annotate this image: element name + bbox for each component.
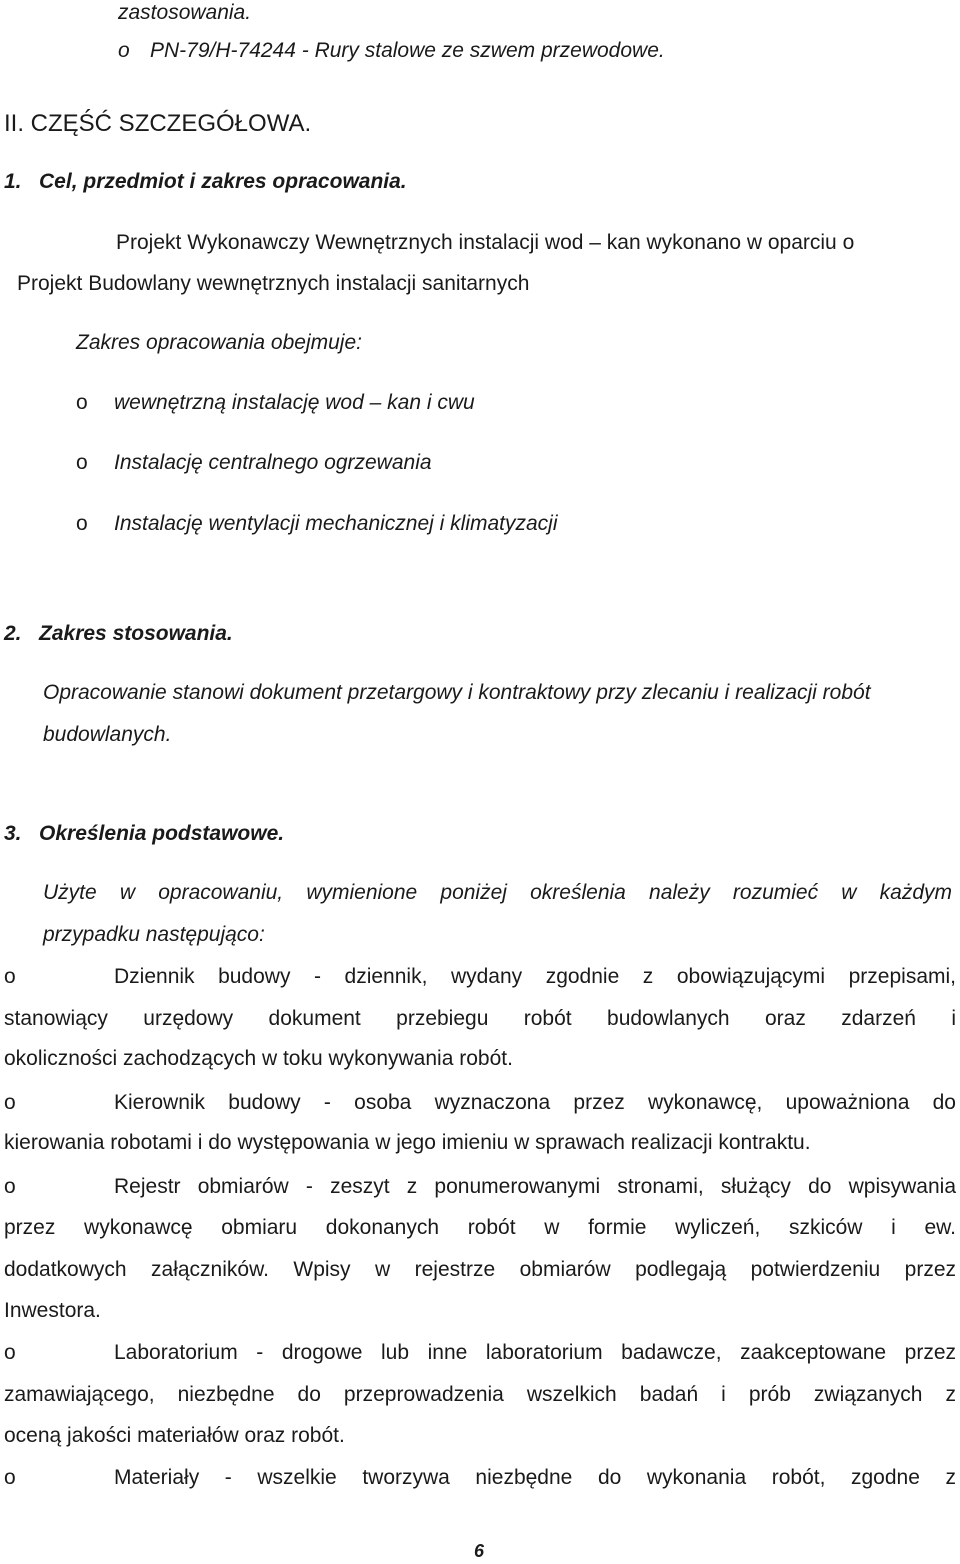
section-3-heading: 3. Określenia podstawowe. [4, 822, 285, 845]
section-3-intro-line-2: przypadku następująco: [43, 923, 265, 946]
section-1-paragraph-line-1: Projekt Wykonawczy Wewnętrznych instalacji wod – kan wykonano w oparciu o [116, 231, 855, 254]
bullet-marker: o [118, 39, 130, 62]
bullet-marker: o [4, 1466, 16, 1489]
section-1-heading: 1. Cel, przedmiot i zakres opracowania. [4, 170, 407, 193]
bullet-marker: o [4, 1175, 16, 1198]
section-3-intro-line-1: Użyte w opracowaniu, wymienione poniżej określenia należy rozumieć w każdym [43, 881, 952, 904]
bullet-marker: o [4, 965, 16, 988]
definition-dziennik-budowy: Dziennik budowy - dziennik, wydany zgodnie z obowiązującymi przepisami, [114, 965, 956, 988]
part-heading: II. CZĘŚĆ SZCZEGÓŁOWA. [4, 110, 312, 137]
definition-line: dodatkowych załączników. Wpisy w rejestrze obmiarów podlegają potwierdzeniu przez [4, 1258, 956, 1281]
definition-materialy: Materiały - wszelkie tworzywa niezbędne do wykonania robót, zgodne z [114, 1466, 956, 1489]
bullet-marker: o [76, 391, 88, 414]
definition-line: przez wykonawcę obmiaru dokonanych robót w formie wyliczeń, szkiców i ew. [4, 1216, 956, 1239]
scope-item: Instalację wentylacji mechanicznej i klimatyzacji [114, 512, 558, 535]
section-1-paragraph-line-2: Projekt Budowlany wewnętrznych instalacji sanitarnych [17, 272, 530, 295]
scope-label: Zakres opracowania obejmuje: [76, 331, 362, 354]
definition-line: kierowania robotami i do występowania w jego imieniu w sprawach realizacji kontraktu. [4, 1131, 811, 1154]
bullet-marker: o [4, 1091, 16, 1114]
section-2-text-line-2: budowlanych. [43, 723, 172, 746]
definition-kierownik-budowy: Kierownik budowy - osoba wyznaczona przez wykonawcę, upoważniona do [114, 1091, 956, 1114]
definition-line: okoliczności zachodzących w toku wykonywania robót. [4, 1047, 513, 1070]
definition-laboratorium: Laboratorium - drogowe lub inne laboratorium badawcze, zaakceptowane przez [114, 1341, 956, 1364]
norm-reference: PN-79/H-74244 - Rury stalowe ze szwem przewodowe. [150, 39, 665, 62]
section-2-heading: 2. Zakres stosowania. [4, 622, 233, 645]
definition-line: oceną jakości materiałów oraz robót. [4, 1424, 345, 1447]
bullet-marker: o [76, 512, 88, 535]
scope-item: Instalację centralnego ogrzewania [114, 451, 432, 474]
definition-line: zamawiającego, niezbędne do przeprowadzenia wszelkich badań i prób związanych z [4, 1383, 956, 1406]
continuation-text: zastosowania. [118, 1, 252, 24]
section-2-text-line-1: Opracowanie stanowi dokument przetargowy i kontraktowy przy zlecaniu i realizacji robót [43, 681, 871, 704]
definition-line: Inwestora. [4, 1299, 101, 1322]
bullet-marker: o [4, 1341, 16, 1364]
bullet-marker: o [76, 451, 88, 474]
definition-line: stanowiący urzędowy dokument przebiegu robót budowlanych oraz zdarzeń i [4, 1007, 956, 1030]
definition-rejestr-obmiarow: Rejestr obmiarów - zeszyt z ponumerowanymi stronami, służący do wpisywania [114, 1175, 956, 1198]
scope-item: wewnętrzną instalację wod – kan i cwu [114, 391, 475, 414]
page-number: 6 [474, 1541, 485, 1561]
